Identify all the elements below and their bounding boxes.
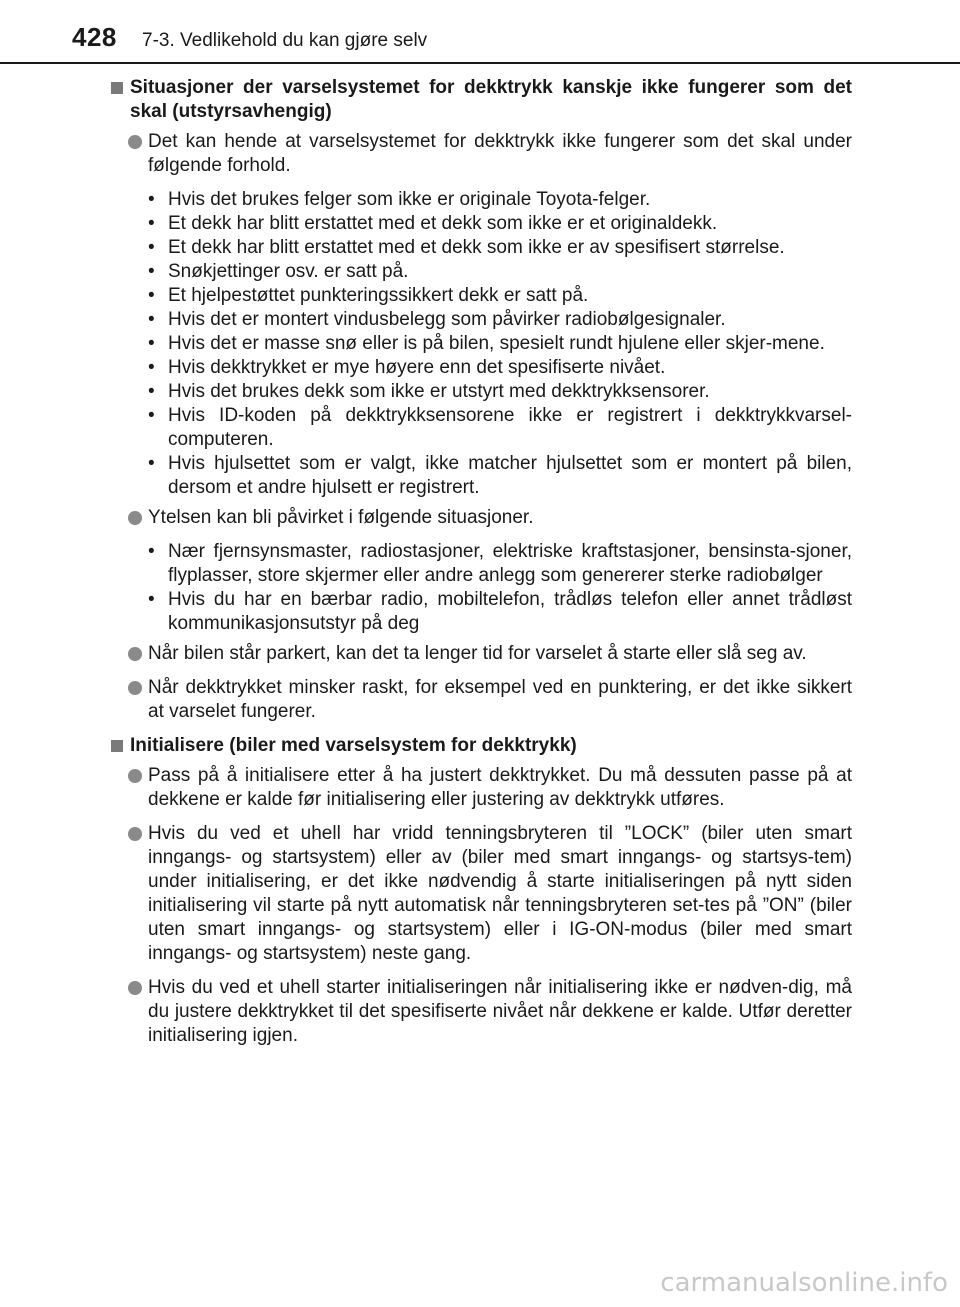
list-item: • Et hjelpestøttet punkteringssikkert dekk er satt på. bbox=[148, 284, 852, 308]
list-item: • Hvis det brukes dekk som ikke er utstyrt med dekktrykksensorer. bbox=[148, 380, 852, 404]
point-rapid-pressure-loss: Når dekktrykket minsker raskt, for eksempel ved en punktering, er det ikke sikkert at varselet fungerer. bbox=[108, 676, 852, 724]
circle-bullet-icon bbox=[128, 135, 142, 149]
header-divider bbox=[0, 62, 960, 64]
list-item: • Et dekk har blitt erstattet med et dekk som ikke er av spesifisert størrelse. bbox=[148, 236, 852, 260]
list-item: • Hvis det er masse snø eller is på bilen, spesielt rundt hjulene eller skjer-mene. bbox=[148, 332, 852, 356]
point-ignition-interrupted: Hvis du ved et uhell har vridd tenningsbryteren til ”LOCK” (biler uten smart inngangs- og startsystem) eller av (biler med smart inngangs- og startsys-tem) under initialisering, er det ikke nødvendig å starte initialiseringen på nytt siden initialisering vil starte på nytt automatisk når tenningsbryteren set-tes på ”ON” (biler uten smart inngangs- og startsystem) eller i IG-ON-modus (biler med smart inngangs- og startsystem) neste gang. bbox=[108, 822, 852, 966]
list-item: • Hvis det er montert vindusbelegg som påvirker radiobølgesignaler. bbox=[148, 308, 852, 332]
point-performance-affected: Ytelsen kan bli påvirket i følgende situasjoner. bbox=[108, 506, 852, 530]
list-item: • Et dekk har blitt erstattet med et dekk som ikke er et originaldekk. bbox=[148, 212, 852, 236]
circle-bullet-icon bbox=[128, 981, 142, 995]
square-bullet-icon bbox=[111, 82, 123, 94]
list-item: • Hvis hjulsettet som er valgt, ikke matcher hjulsettet som er montert på bilen, dersom et andre hjulsett er registrert. bbox=[148, 452, 852, 500]
page-header bbox=[0, 0, 960, 64]
circle-bullet-icon bbox=[128, 769, 142, 783]
circle-bullet-icon bbox=[128, 511, 142, 525]
section-heading-tpms-limitations: Situasjoner der varselsystemet for dekktrykk kanskje ikke fungerer som det skal (utstyrsavhengig) bbox=[108, 76, 852, 124]
watermark: carmanualsonline.info bbox=[660, 1268, 948, 1298]
page-content bbox=[108, 76, 852, 1058]
situation-list bbox=[108, 540, 852, 636]
circle-bullet-icon bbox=[128, 827, 142, 841]
page-number: 428 bbox=[72, 22, 117, 52]
circle-bullet-icon bbox=[128, 681, 142, 695]
point-initialise-after-adjust: Pass på å initialisere etter å ha justert dekktrykket. Du må dessuten passe på at dekkene er kalde før initialisering eller justering av dekktrykk utføres. bbox=[108, 764, 852, 812]
condition-list bbox=[108, 188, 852, 500]
section-heading-initialisation: Initialisere (biler med varselsystem for dekktrykk) bbox=[108, 734, 852, 758]
list-item: • Hvis dekktrykket er mye høyere enn det spesifiserte nivået. bbox=[148, 356, 852, 380]
list-item: • Hvis du har en bærbar radio, mobiltelefon, trådløs telefon eller annet trådløst kommunikasjonsutstyr på deg bbox=[148, 588, 852, 636]
list-item: • Nær fjernsynsmaster, radiostasjoner, elektriske kraftstasjoner, bensinsta-sjoner, flyplasser, store skjermer eller andre anlegg som genererer sterke radiobølger bbox=[148, 540, 852, 588]
list-item: • Hvis ID-koden på dekktrykksensorene ikke er registrert i dekktrykkvarsel-computeren. bbox=[148, 404, 852, 452]
chapter-title: 7-3. Vedlikehold du kan gjøre selv bbox=[142, 30, 428, 51]
point-accidental-initialisation: Hvis du ved et uhell starter initialiseringen når initialisering ikke er nødven-dig, må du justere dekktrykket til det spesifiserte nivået når dekkene er kalde. Utfør deretter initialisering igjen. bbox=[108, 976, 852, 1048]
point-parked-delay: Når bilen står parkert, kan det ta lenger tid for varselet å starte eller slå seg av. bbox=[108, 642, 852, 666]
square-bullet-icon bbox=[111, 740, 123, 752]
list-item: • Hvis det brukes felger som ikke er originale Toyota-felger. bbox=[148, 188, 852, 212]
list-item: • Snøkjettinger osv. er satt på. bbox=[148, 260, 852, 284]
circle-bullet-icon bbox=[128, 647, 142, 661]
point-system-may-not-work: Det kan hende at varselsystemet for dekktrykk ikke fungerer som det skal under følgende forhold. bbox=[108, 130, 852, 178]
